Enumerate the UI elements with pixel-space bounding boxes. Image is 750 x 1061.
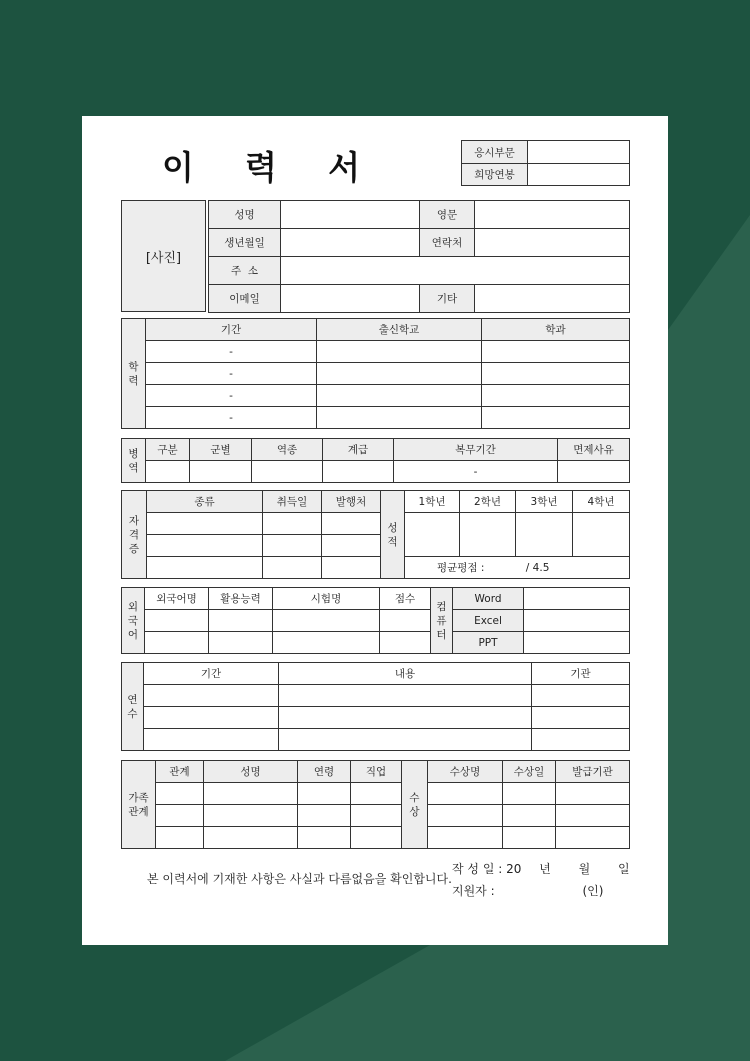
certificate-cell[interactable] (322, 513, 381, 535)
etc-label: 기타 (420, 285, 475, 313)
family-col-name: 성명 (204, 761, 298, 783)
certificate-cell[interactable] (322, 535, 381, 557)
training-cell[interactable] (144, 729, 279, 751)
training-col-period: 기간 (144, 663, 279, 685)
family-awards-table (121, 760, 630, 849)
education-table (121, 318, 630, 429)
grade-col-1: 1학년 (405, 491, 460, 513)
personal-info-table (208, 200, 630, 313)
awards-cell[interactable] (556, 827, 630, 849)
grade-cell[interactable] (460, 513, 516, 557)
education-school-cell[interactable] (317, 363, 482, 385)
training-cell[interactable] (532, 729, 630, 751)
contact-label: 연락처 (420, 229, 475, 257)
grade-col-3: 3학년 (516, 491, 573, 513)
family-cell[interactable] (204, 783, 298, 805)
family-cell[interactable] (204, 827, 298, 849)
birth-label: 생년월일 (209, 229, 281, 257)
photo-box[interactable] (121, 200, 206, 312)
title-char: 이 (162, 148, 196, 187)
etc-field[interactable] (475, 285, 630, 313)
education-school-cell[interactable] (317, 385, 482, 407)
month-label: 월 (578, 862, 591, 876)
military-col-exemption: 면제사유 (558, 439, 630, 461)
grades-section-label: 성 적 (381, 491, 405, 579)
awards-cell[interactable] (428, 783, 503, 805)
grade-cell[interactable] (573, 513, 630, 557)
education-period-cell[interactable]: - (146, 363, 317, 385)
certificate-cell[interactable] (147, 513, 263, 535)
certificate-grades-table (121, 490, 630, 579)
training-cell[interactable] (279, 729, 532, 751)
english-name-field[interactable] (475, 201, 630, 229)
computer-ppt-label: PPT (453, 632, 524, 654)
family-cell[interactable] (351, 827, 402, 849)
contact-field[interactable] (475, 229, 630, 257)
language-cell[interactable] (209, 632, 273, 654)
training-cell[interactable] (279, 707, 532, 729)
grade-col-2: 2학년 (460, 491, 516, 513)
training-cell[interactable] (532, 707, 630, 729)
language-col-ability: 활용능력 (209, 588, 273, 610)
language-cell[interactable] (273, 632, 380, 654)
military-service-period-cell[interactable]: - (394, 461, 558, 483)
awards-cell[interactable] (428, 827, 503, 849)
gpa-scale: / 4.5 (525, 562, 550, 574)
apply-dept-label: 응시부문 (462, 141, 528, 164)
military-col-rank: 계급 (323, 439, 394, 461)
title-char: 서 (328, 148, 362, 187)
computer-section-label: 컴 퓨 터 (431, 588, 453, 654)
family-section-label: 가족 관계 (122, 761, 156, 849)
family-cell[interactable] (156, 827, 204, 849)
certificate-cell[interactable] (263, 513, 322, 535)
awards-cell[interactable] (503, 827, 556, 849)
education-major-cell[interactable] (482, 407, 630, 429)
awards-cell[interactable] (556, 783, 630, 805)
language-computer-table (121, 587, 630, 654)
language-cell[interactable] (145, 610, 209, 632)
grade-cell[interactable] (516, 513, 573, 557)
computer-excel-label: Excel (453, 610, 524, 632)
gpa-label: 평균평점 : (437, 562, 485, 574)
address-field[interactable] (281, 257, 630, 285)
computer-word-field[interactable] (524, 588, 630, 610)
certificate-col-type: 종류 (147, 491, 263, 513)
language-cell[interactable] (380, 632, 431, 654)
grade-cell[interactable] (405, 513, 460, 557)
education-period-cell[interactable]: - (146, 407, 317, 429)
military-section-label: 병 역 (122, 439, 146, 483)
military-cell[interactable] (323, 461, 394, 483)
education-major-cell[interactable] (482, 363, 630, 385)
certificate-cell[interactable] (147, 535, 263, 557)
language-section-label: 외 국 어 (122, 588, 145, 654)
family-cell[interactable] (351, 783, 402, 805)
english-name-label: 영문 (420, 201, 475, 229)
family-cell[interactable] (298, 827, 351, 849)
military-col-category: 역종 (252, 439, 323, 461)
title-char: 력 (245, 148, 279, 187)
certificate-cell[interactable] (263, 535, 322, 557)
training-cell[interactable] (144, 685, 279, 707)
training-col-institution: 기관 (532, 663, 630, 685)
military-cell[interactable] (252, 461, 323, 483)
computer-word-label: Word (453, 588, 524, 610)
family-cell[interactable] (298, 805, 351, 827)
training-cell[interactable] (532, 685, 630, 707)
page-title (162, 142, 362, 189)
education-school-cell[interactable] (317, 341, 482, 363)
family-cell[interactable] (351, 805, 402, 827)
education-major-cell[interactable] (482, 341, 630, 363)
certificate-col-date: 취득일 (263, 491, 322, 513)
address-label: 주 소 (209, 257, 281, 285)
language-col-name: 외국어명 (145, 588, 209, 610)
certificate-col-issuer: 발행처 (322, 491, 381, 513)
grade-col-4: 4학년 (573, 491, 630, 513)
military-cell[interactable] (558, 461, 630, 483)
certificate-cell[interactable] (263, 557, 322, 579)
day-label: 일 (618, 862, 630, 876)
family-col-age: 연령 (298, 761, 351, 783)
salary-field[interactable] (528, 164, 630, 186)
military-col-type: 구분 (146, 439, 190, 461)
military-cell[interactable] (146, 461, 190, 483)
language-cell[interactable] (273, 610, 380, 632)
education-major-cell[interactable] (482, 385, 630, 407)
name-field[interactable] (281, 201, 420, 229)
training-table (121, 662, 630, 751)
certificate-section-label: 자 격 증 (122, 491, 147, 579)
family-cell[interactable] (156, 805, 204, 827)
certificate-cell[interactable] (147, 557, 263, 579)
education-col-school: 출신학교 (317, 319, 482, 341)
language-col-exam: 시험명 (273, 588, 380, 610)
training-cell[interactable] (279, 685, 532, 707)
military-col-service-period: 복무기간 (394, 439, 558, 461)
awards-section-label: 수 상 (402, 761, 428, 849)
apply-dept-field[interactable] (528, 141, 630, 164)
awards-col-date: 수상일 (503, 761, 556, 783)
date-label: 작 성 일 : 20 (452, 862, 522, 876)
education-period-cell[interactable]: - (146, 385, 317, 407)
gpa-row[interactable] (405, 557, 630, 579)
family-col-relation: 관계 (156, 761, 204, 783)
certificate-cell[interactable] (322, 557, 381, 579)
family-cell[interactable] (298, 783, 351, 805)
training-section-label: 연 수 (122, 663, 144, 751)
language-cell[interactable] (209, 610, 273, 632)
seal-label: (인) (582, 884, 604, 898)
awards-cell[interactable] (428, 805, 503, 827)
training-col-content: 내용 (279, 663, 532, 685)
resume-paper (82, 116, 668, 945)
applicant-line (452, 882, 603, 899)
education-col-major: 학과 (482, 319, 630, 341)
awards-cell[interactable] (503, 783, 556, 805)
military-cell[interactable] (190, 461, 252, 483)
email-label: 이메일 (209, 285, 281, 313)
education-col-period: 기간 (146, 319, 317, 341)
photo-label: [사진] (145, 250, 182, 266)
family-cell[interactable] (156, 783, 204, 805)
application-table (461, 140, 630, 186)
computer-excel-field[interactable] (524, 610, 630, 632)
military-col-branch: 군별 (190, 439, 252, 461)
awards-cell[interactable] (503, 805, 556, 827)
family-col-job: 직업 (351, 761, 402, 783)
salary-label: 희망연봉 (462, 164, 528, 186)
birth-field[interactable] (281, 229, 420, 257)
year-label: 년 (539, 862, 551, 876)
education-period-cell[interactable]: - (146, 341, 317, 363)
computer-ppt-field[interactable] (524, 632, 630, 654)
language-cell[interactable] (145, 632, 209, 654)
applicant-label: 지원자 : (452, 884, 495, 898)
date-line (452, 860, 630, 877)
language-col-score: 점수 (380, 588, 431, 610)
military-table (121, 438, 630, 483)
awards-cell[interactable] (556, 805, 630, 827)
training-cell[interactable] (144, 707, 279, 729)
language-cell[interactable] (380, 610, 431, 632)
name-label: 성명 (209, 201, 281, 229)
education-section-label: 학 력 (122, 319, 146, 429)
awards-col-name: 수상명 (428, 761, 503, 783)
education-school-cell[interactable] (317, 407, 482, 429)
awards-col-issuer: 발급기관 (556, 761, 630, 783)
email-field[interactable] (281, 285, 420, 313)
confirmation-note: 본 이력서에 기재한 사항은 사실과 다름없음을 확인합니다. (147, 872, 452, 886)
family-cell[interactable] (204, 805, 298, 827)
